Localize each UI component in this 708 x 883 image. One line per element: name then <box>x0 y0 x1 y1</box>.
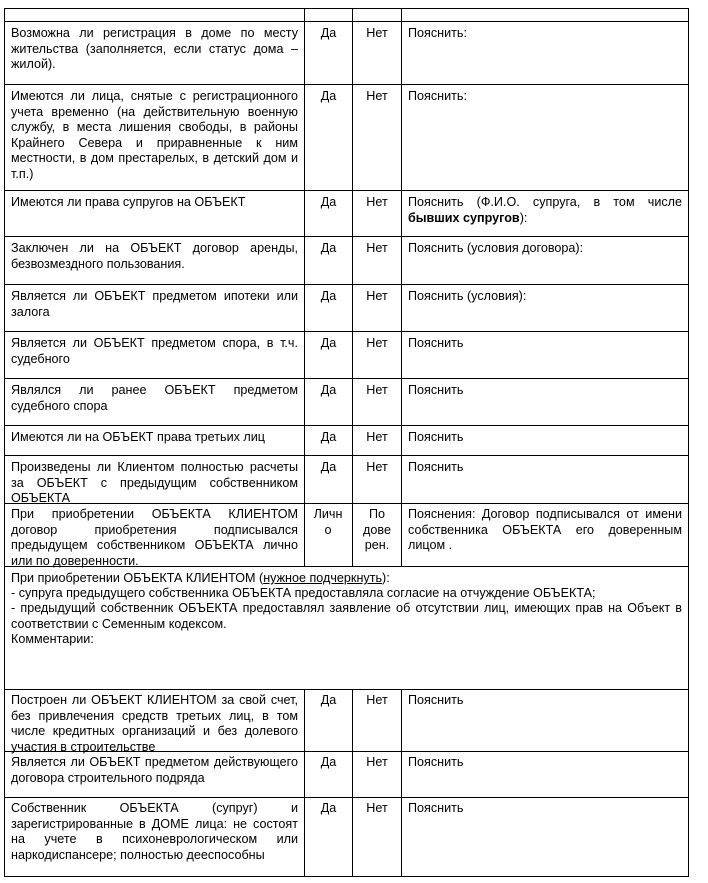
row-divider <box>4 21 689 22</box>
explain-field[interactable]: Пояснить <box>408 383 464 397</box>
question-text: При приобретении ОБЪЕКТА КЛИЕНТОМ договор приобретения подписывался предыдущем собственником ОБЪЕКТА лично или по доверенности. <box>11 507 298 568</box>
by-proxy-option[interactable]: По дове рен. <box>363 507 391 552</box>
row-divider <box>4 331 689 332</box>
yes-option[interactable]: Да <box>320 26 337 40</box>
explain-field[interactable]: Пояснить <box>408 430 464 444</box>
row-divider <box>4 689 689 690</box>
question-text: Имеются ли на ОБЪЕКТ права третьих лиц <box>11 430 265 444</box>
row-divider <box>4 455 689 456</box>
table-border-right <box>688 8 689 877</box>
yes-option[interactable]: Да <box>320 755 337 769</box>
row-divider <box>4 284 689 285</box>
explain-field[interactable]: Пояснения: Договор подписывался от имени собственника ОБЪЕКТА его доверенным лицом . <box>408 507 682 552</box>
column-divider <box>401 8 402 567</box>
question-text: Произведены ли Клиентом полностью расчеты за ОБЪЕКТ с предыдущим собственником ОБЪЕКТА <box>11 460 298 505</box>
explain-field[interactable]: Пояснить <box>408 336 464 350</box>
no-option[interactable]: Нет <box>366 89 388 103</box>
merged-intro-text: При приобретении ОБЪЕКТА КЛИЕНТОМ ( <box>11 571 264 585</box>
spouse-consent-option[interactable]: - супруга предыдущего собственника ОБЪЕКТА предоставляла согласие на отчуждение ОБЪЕКТА; <box>11 586 596 600</box>
yes-option[interactable]: Да <box>320 460 337 474</box>
explain-field[interactable]: Пояснить <box>408 755 464 769</box>
no-option[interactable]: Нет <box>366 801 388 815</box>
question-text: Имеются ли лица, снятые с регистрационного учета временно (на действительную военную службу, в места лишения свободы, в районы Крайнего Севера и приравненные к ним местности, в дом престарелых, в детский дом и т.п.) <box>11 89 298 181</box>
question-text: Являлся ли ранее ОБЪЕКТ предметом судебного спора <box>11 383 298 413</box>
no-option[interactable]: Нет <box>366 383 388 397</box>
yes-option[interactable]: Да <box>320 241 337 255</box>
explain-field[interactable]: Пояснить (условия договора): <box>408 241 584 255</box>
question-text: Заключен ли на ОБЪЕКТ договор аренды, безвозмездного пользования. <box>11 241 298 271</box>
table-border-top <box>4 8 689 9</box>
yes-option[interactable]: Да <box>320 89 337 103</box>
personally-option[interactable]: Лично <box>313 507 343 537</box>
yes-option[interactable]: Да <box>320 336 337 350</box>
no-option[interactable]: Нет <box>366 241 388 255</box>
no-option[interactable]: Нет <box>366 460 388 474</box>
yes-option[interactable]: Да <box>320 693 337 707</box>
question-text: Является ли ОБЪЕКТ предметом спора, в т.ч. судебного <box>11 336 298 366</box>
row-divider <box>4 190 689 191</box>
explain-tail-text: ): <box>519 210 528 225</box>
yes-option[interactable]: Да <box>320 801 337 815</box>
no-option[interactable]: Нет <box>366 195 388 209</box>
no-option[interactable]: Нет <box>366 336 388 350</box>
yes-option[interactable]: Да <box>320 430 337 444</box>
explain-field[interactable]: Пояснить (условия): <box>408 289 527 303</box>
explain-field[interactable]: Пояснить: <box>408 89 467 103</box>
yes-option[interactable]: Да <box>320 289 337 303</box>
underlined-note: нужное подчеркнуть <box>263 571 383 585</box>
merged-intro-tail: ): <box>382 571 390 585</box>
table-border-bottom <box>4 876 689 877</box>
no-option[interactable]: Нет <box>366 693 388 707</box>
question-text: Возможна ли регистрация в доме по месту жительства (заполняется, если статус дома – жилой). <box>11 26 298 71</box>
explain-field[interactable]: Пояснить: <box>408 26 467 40</box>
row-divider <box>4 236 689 237</box>
question-text: Построен ли ОБЪЕКТ КЛИЕНТОМ за свой счет, без привлечения средств третьих лиц, в том числе кредитных организаций и без долевого участия в строительстве <box>11 693 298 754</box>
column-divider <box>401 689 402 877</box>
explain-field[interactable]: Пояснить <box>408 801 464 815</box>
question-text: Является ли ОБЪЕКТ предметом ипотеки или залога <box>11 289 298 319</box>
yes-option[interactable]: Да <box>320 195 337 209</box>
row-divider <box>4 425 689 426</box>
column-divider <box>352 689 353 877</box>
explain-text: Пояснить (Ф.И.О. супруга, в том числе <box>408 195 682 209</box>
no-option[interactable]: Нет <box>366 755 388 769</box>
row-divider <box>4 797 689 798</box>
row-divider <box>4 378 689 379</box>
no-rights-statement-option[interactable]: - предыдущий собственник ОБЪЕКТА предоставлял заявление об отсутствии лиц, имеющих прав на Объект в соответствии с Семенным кодексом. <box>11 601 682 631</box>
column-divider <box>304 689 305 877</box>
explain-field[interactable]: Пояснить <box>408 460 464 474</box>
explain-field[interactable]: Пояснить <box>408 693 464 707</box>
question-text: Является ли ОБЪЕКТ предметом действующего договора строительного подряда <box>11 755 298 785</box>
comments-label: Комментарии: <box>11 632 94 646</box>
table-border-left <box>4 8 5 877</box>
explain-bold-text: бывших супругов <box>408 210 520 225</box>
explain-field[interactable] <box>408 195 682 226</box>
row-divider <box>4 84 689 85</box>
no-option[interactable]: Нет <box>366 289 388 303</box>
question-text: Собственник ОБЪЕКТА (супруг) и зарегистрированные в ДОМЕ лица: не состоят на учете в психоневрологическом или наркодиспансере; полностью дееспособны <box>11 801 298 862</box>
question-text: Имеются ли права супругов на ОБЪЕКТ <box>11 195 246 209</box>
yes-option[interactable]: Да <box>320 383 337 397</box>
merged-intro <box>11 571 687 587</box>
no-option[interactable]: Нет <box>366 430 388 444</box>
no-option[interactable]: Нет <box>366 26 388 40</box>
